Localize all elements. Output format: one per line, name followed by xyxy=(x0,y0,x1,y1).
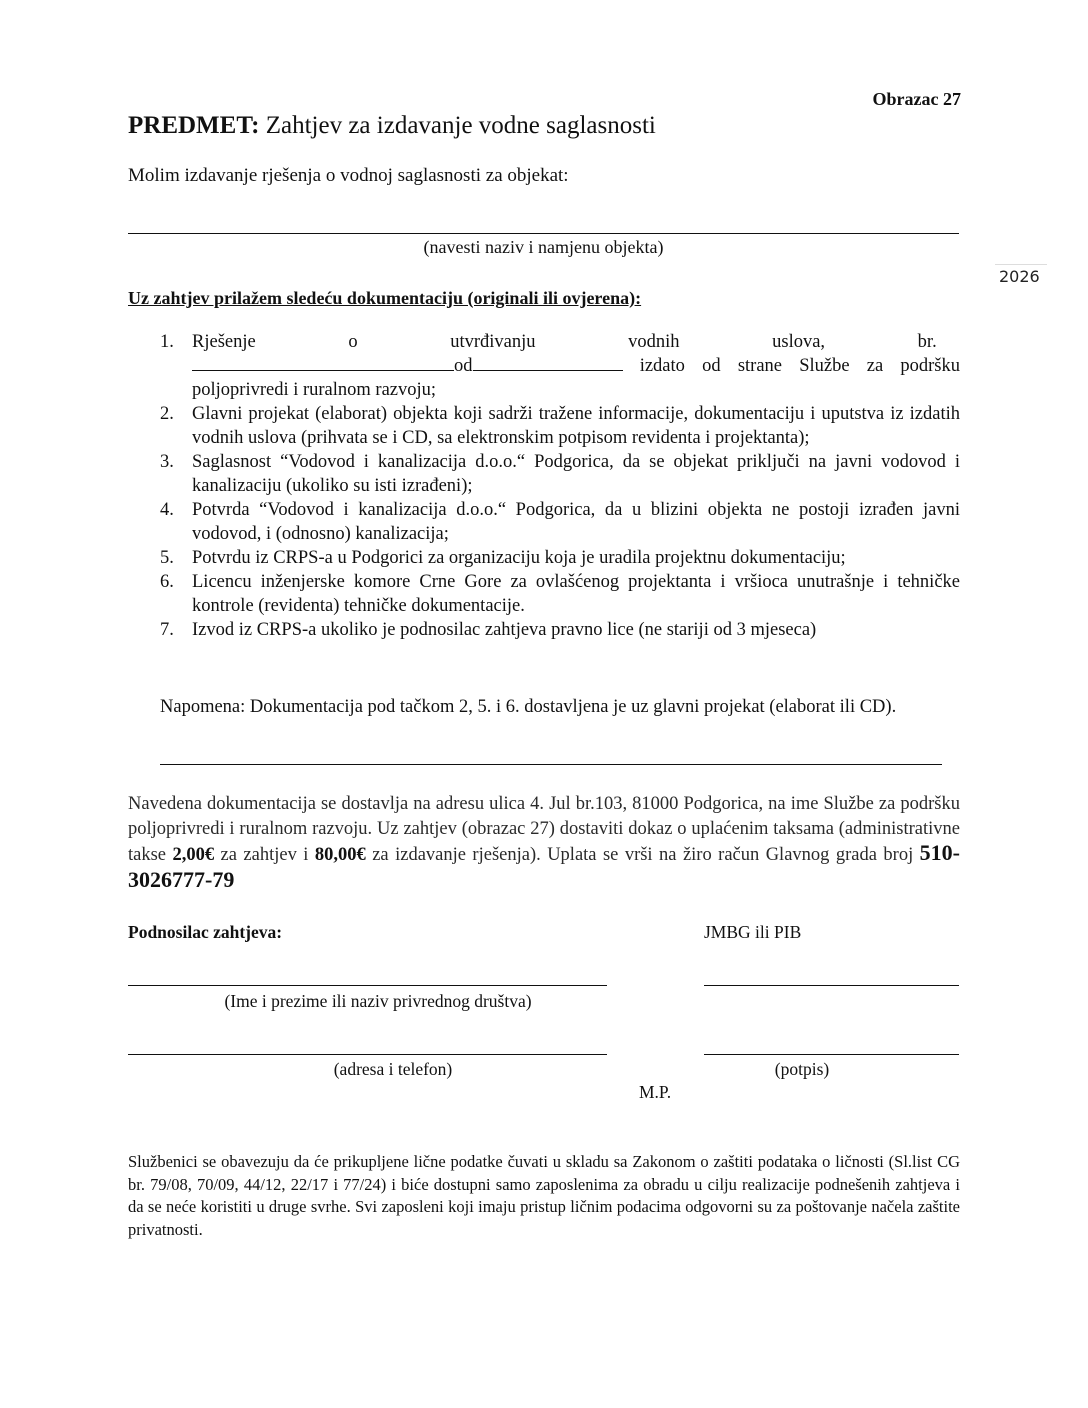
item-number: 4. xyxy=(160,500,174,520)
list-item xyxy=(160,618,960,642)
documentation-heading: Uz zahtjev prilažem sledeću dokumentaciju (originali ili ovjerena): xyxy=(128,288,642,308)
item-text: Izvod iz CRPS-a ukoliko je podnosilac zahtjeva pravno lice (ne stariji od 3 mjeseca) xyxy=(192,620,817,640)
item-1-text-a: Rješenje o utvrđivanju vodnih uslova, br. xyxy=(192,332,937,352)
applicant-name-caption: (Ime i prezime ili naziv privrednog društva) xyxy=(224,991,532,1011)
applicant-label: Podnosilac zahtjeva: xyxy=(128,922,283,942)
item-text: Saglasnost “Vodovod i kanalizacija d.o.o.“ Podgorica, da se objekat priključi na javni vodovod i kanalizaciju (ukoliko su isti izrađeni); xyxy=(192,452,960,496)
item-text: Licencu inženjerske komore Crne Gore za ovlašćenog projektanta i vršioca unutrašnje i tehničke kontrole (revidenta) tehničke dokumentacije. xyxy=(192,572,960,616)
id-number-field[interactable] xyxy=(704,985,959,986)
signature-field[interactable] xyxy=(704,1054,959,1055)
list-item xyxy=(160,402,960,450)
object-name-field[interactable] xyxy=(128,233,959,234)
delivery-instructions xyxy=(128,792,960,894)
list-item xyxy=(160,546,960,570)
item-number: 2. xyxy=(160,404,174,424)
year-annotation: 2026 xyxy=(999,267,1040,286)
delivery-text-2: za zahtjev i xyxy=(214,845,315,865)
margin-divider xyxy=(995,264,1047,265)
item-number: 7. xyxy=(160,620,174,640)
title-prefix: PREDMET: xyxy=(128,112,260,139)
request-fee: 2,00€ xyxy=(172,845,215,865)
documentation-note: Napomena: Dokumentacija pod tačkom 2, 5. i 6. dostavljena je uz glavni projekat (elaborat ili CD). xyxy=(160,697,897,717)
item-text: Potvrdu iz CRPS-a u Podgorici za organizaciju koja je uradila projektnu dokumentaciju; xyxy=(192,548,846,568)
title-text: Zahtjev za izdavanje vodne saglasnosti xyxy=(259,112,656,139)
issue-fee: 80,00€ xyxy=(314,845,366,865)
item-text: Potvrda “Vodovod i kanalizacija d.o.o.“ Podgorica, da u blizini objekta ne postoji izrađen javni vodovod, i (odnosno) kanalizacija; xyxy=(192,500,960,544)
privacy-notice: Službenici se obavezuju da će prikupljene lične podatke čuvati u skladu sa Zakonom o zaštiti podataka o ličnosti (Sl.list CG br. 79/08, 70/09, 44/12, 22/17 i 77/24) i biće dostupni samo zaposlenima za obradu u cilju realizacije podnešenih zahtjeva i da se neće koristiti u druge svrhe. Svi zaposleni koji imaju pristup ličnim podacima odgovorni su za poštovanje načela zaštite privatnosti. xyxy=(128,1152,960,1239)
stamp-label: M.P. xyxy=(639,1082,672,1102)
list-item xyxy=(160,330,960,402)
object-name-caption: (navesti naziv i namjenu objekta) xyxy=(423,237,664,257)
account-number: 510-3026777-79 xyxy=(128,840,960,892)
delivery-text-1: Navedena dokumentacija se dostavlja na adresu ulica 4. Jul br.103, 81000 Podgorica, na ime Službe za podršku poljoprivredi i ruralnom razvoju. Uz zahtjev (obrazac 27) dostaviti dokaz o uplaćenim taksama (administrativne takse xyxy=(128,794,960,865)
item-1-text-b: od xyxy=(454,356,473,376)
item-number: 3. xyxy=(160,452,174,472)
applicant-name-field[interactable] xyxy=(128,985,607,986)
list-item xyxy=(160,498,960,546)
item-number: 6. xyxy=(160,572,174,592)
item-text: Glavni projekat (elaborat) objekta koji sadrži tražene informacije, dokumentaciju i uputstva iz izdatih vodnih uslova (prihvata se i CD, sa elektronskim potpisom revidenta i projektanta); xyxy=(192,404,960,448)
id-label: JMBG ili PIB xyxy=(704,922,802,942)
signature-caption: (potpis) xyxy=(774,1059,830,1079)
page-title xyxy=(128,112,656,140)
delivery-text-3: za izdavanje rješenja). Uplata se vrši na žiro račun Glavnog grada broj xyxy=(365,845,920,865)
address-phone-caption: (adresa i telefon) xyxy=(333,1059,453,1079)
documentation-list xyxy=(160,330,960,642)
intro-text: Molim izdavanje rješenja o vodnoj saglasnosti za objekat: xyxy=(128,165,569,186)
address-phone-field[interactable] xyxy=(128,1054,607,1055)
decision-date-field[interactable] xyxy=(473,354,623,371)
item-number: 1. xyxy=(160,332,174,352)
form-number: Obrazac 27 xyxy=(872,89,961,109)
decision-number-field[interactable] xyxy=(192,354,454,371)
item-1-text-c: izdato od strane Službe za podršku poljoprivredi i ruralnom razvoju; xyxy=(192,356,960,400)
list-item xyxy=(160,450,960,498)
section-divider xyxy=(160,764,942,765)
item-number: 5. xyxy=(160,548,174,568)
list-item xyxy=(160,570,960,618)
